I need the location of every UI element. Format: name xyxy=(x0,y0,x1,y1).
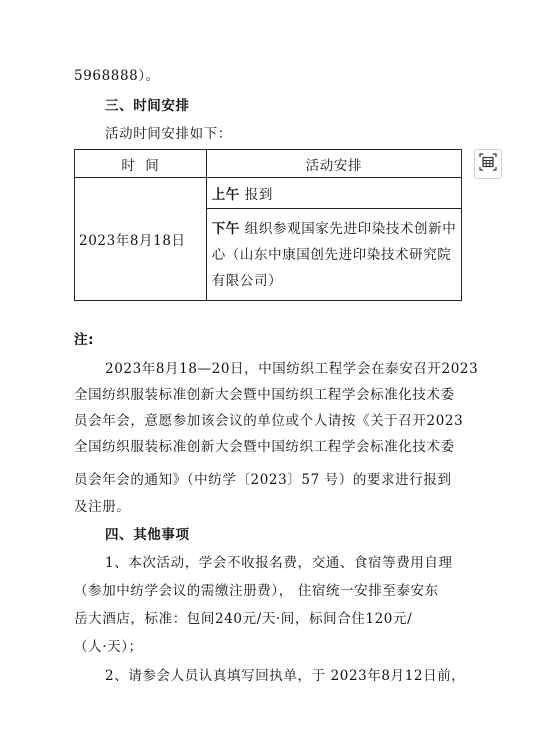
note-line: 全国纺织服装标准创新大会暨中国纺织工程学会标准化技术委 xyxy=(74,439,455,455)
section-heading-schedule: 三、时间安排 xyxy=(105,98,190,114)
item-line: 岳大酒店，标准：包间240元/天·间，标间合住120元/ xyxy=(74,611,413,627)
item-line: 2、请参会人员认真填写回执单，于 2023年8月12日前， xyxy=(105,668,466,684)
note-line: 2023年8月18—20日，中国纺织工程学会在泰安召开2023 xyxy=(105,361,479,377)
note-line: 员会年会，意愿参加该会议的单位或个人请按《关于召开2023 xyxy=(74,413,464,429)
continuation-line: 5968888）。 xyxy=(74,68,160,84)
note-line: 全国纺织服装标准创新大会暨中国纺织工程学会标准化技术委 xyxy=(74,387,455,403)
item-line: （人·天）； xyxy=(74,639,143,655)
date-cell: 2023年8月18日 xyxy=(75,178,207,301)
note-label: 注: xyxy=(74,332,95,348)
schedule-table xyxy=(74,149,462,301)
header-activity: 活动安排 xyxy=(206,150,461,178)
table-header-row xyxy=(75,150,462,178)
morning-activity: 报到 xyxy=(239,187,273,203)
afternoon-label: 下午 xyxy=(211,220,240,237)
section-heading-other: 四、其他事项 xyxy=(105,527,190,543)
morning-cell xyxy=(206,178,461,209)
table-row xyxy=(75,178,462,209)
schedule-intro: 活动时间安排如下： xyxy=(105,126,232,142)
item-line: （参加中纺学会议的需缴注册费）， 住宿统一安排至泰安东 xyxy=(74,583,439,599)
note-line: 及注册。 xyxy=(74,499,131,515)
afternoon-activity: 组织参观国家先进印染技术创新中心（山东中康国创先进印染技术研究院有限公司） xyxy=(211,220,457,289)
note-line: 员会年会的通知》（中纺学〔2023〕57 号）的要求进行报到 xyxy=(74,472,452,488)
item-line: 1、本次活动，学会不收报名费，交通、食宿等费用自理 xyxy=(105,555,453,571)
table-tool-button[interactable] xyxy=(474,149,502,179)
header-time: 时 间 xyxy=(75,150,207,178)
afternoon-cell xyxy=(206,209,461,301)
table-grid-icon xyxy=(479,153,497,175)
morning-label: 上午 xyxy=(211,187,240,203)
